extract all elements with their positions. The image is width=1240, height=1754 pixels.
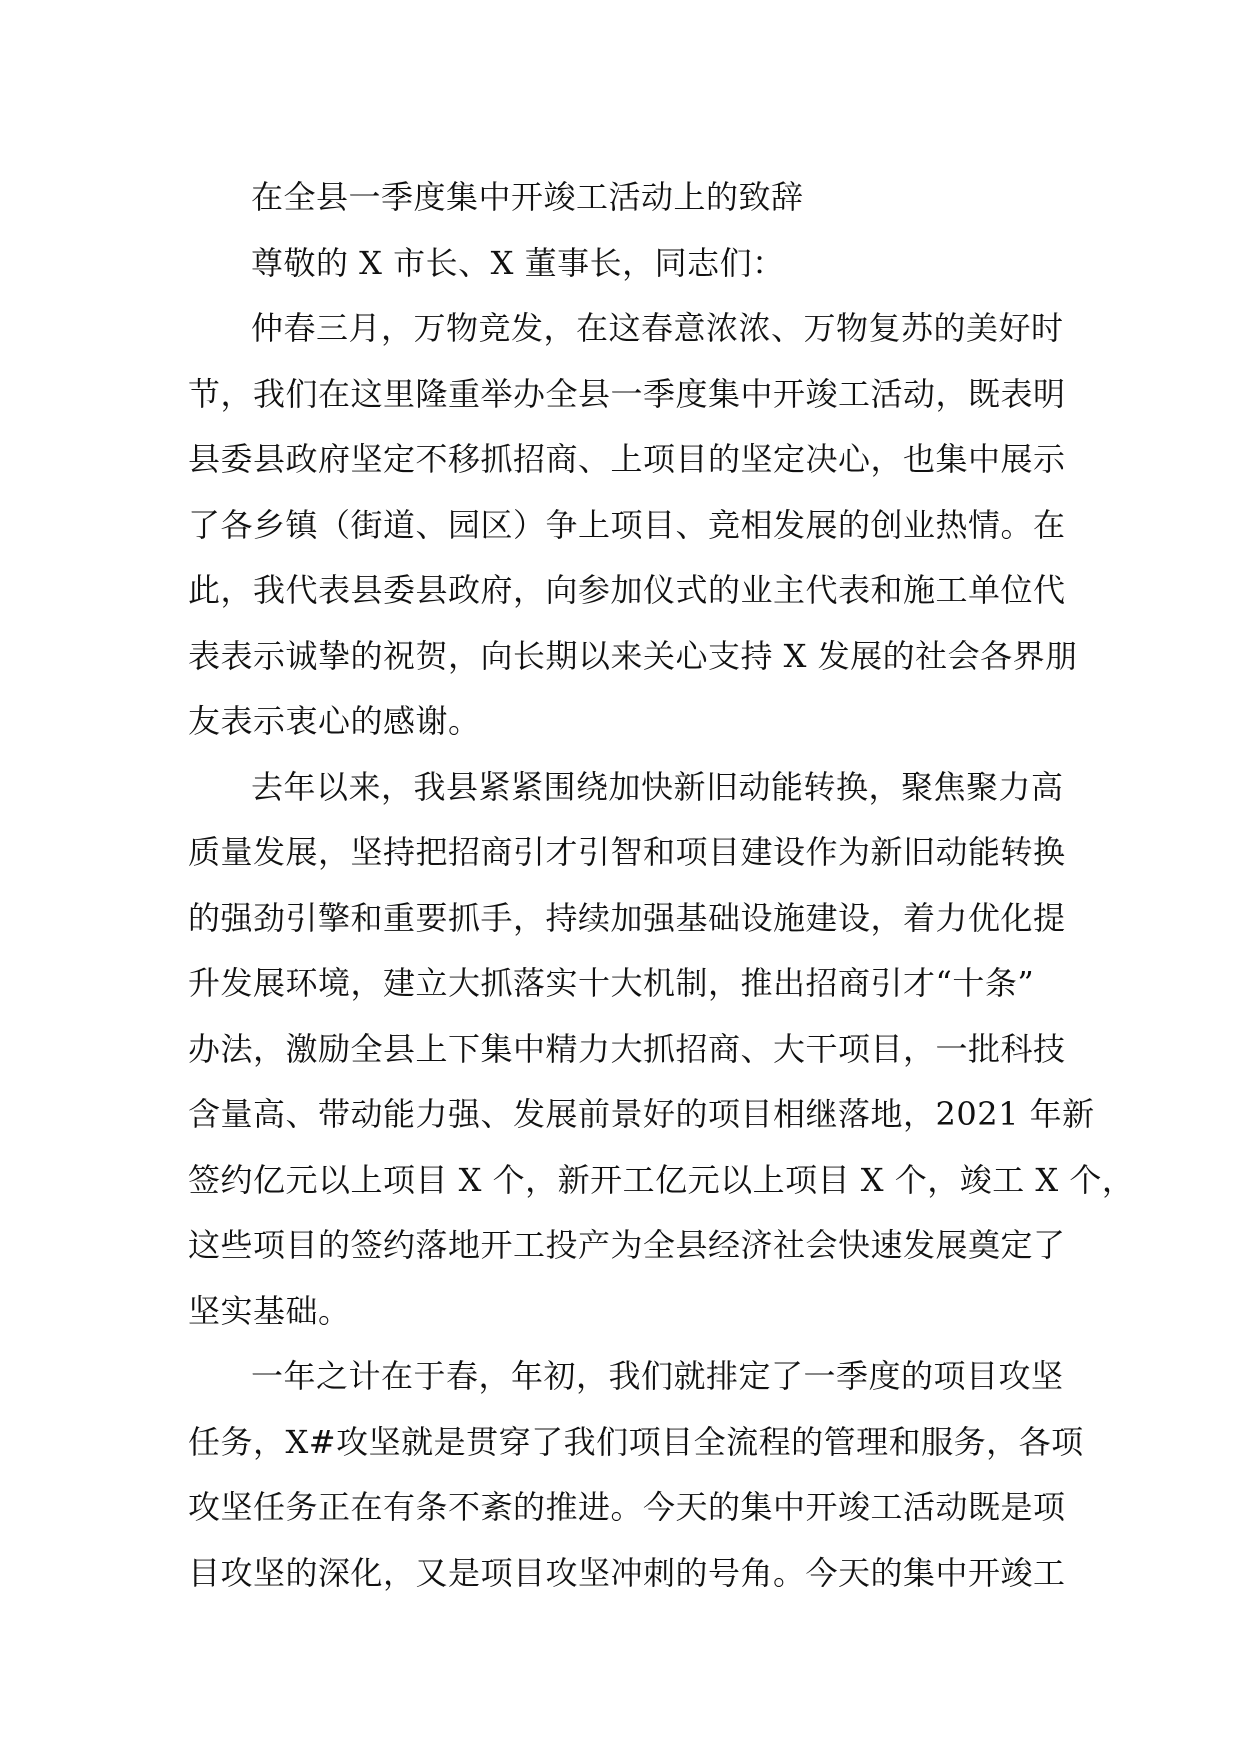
salutation: 尊敬的 X 市长、X 董事长，同志们： bbox=[251, 243, 785, 282]
paragraph-2 bbox=[188, 755, 1135, 1345]
paragraph-line: 了各乡镇（街道、园区）争上项目、竞相发展的创业热情。在 bbox=[188, 505, 1066, 544]
paragraph-1 bbox=[188, 296, 1078, 755]
paragraph-line: 这些项目的签约落地开工投产为全县经济社会快速发展奠定了 bbox=[188, 1226, 1066, 1264]
paragraph-line: 县委县政府坚定不移抓招商、上项目的坚定决心，也集中展示 bbox=[188, 440, 1066, 478]
paragraph-line: 目攻坚的深化，又是项目攻坚冲刺的号角。今天的集中开竣工 bbox=[188, 1553, 1066, 1592]
paragraph-line: 此，我代表县委县政府，向参加仪式的业主代表和施工单位代 bbox=[188, 571, 1066, 609]
paragraph-line: 办法，激励全县上下集中精力大抓招商、大干项目，一批科技 bbox=[188, 1029, 1066, 1068]
paragraph-line: 签约亿元以上项目 X 个，新开工亿元以上项目 X 个，竣工 X 个， bbox=[188, 1160, 1135, 1199]
document-body bbox=[188, 165, 1135, 1606]
paragraph-line: 攻坚任务正在有条不紊的推进。今天的集中开竣工活动既是项 bbox=[188, 1488, 1066, 1526]
paragraph-line: 含量高、带动能力强、发展前景好的项目相继落地，2021 年新 bbox=[188, 1095, 1095, 1133]
paragraph-line: 坚实基础。 bbox=[188, 1291, 351, 1330]
paragraph-line: 升发展环境，建立大抓落实十大机制，推出招商引才“十条” bbox=[188, 964, 1035, 1002]
paragraph-line: 节，我们在这里隆重举办全县一季度集中开竣工活动，既表明 bbox=[188, 374, 1066, 413]
document-title: 在全县一季度集中开竣工活动上的致辞 bbox=[251, 178, 804, 216]
paragraph-line: 表表示诚挚的祝贺，向长期以来关心支持 X 发展的社会各界朋 bbox=[188, 636, 1078, 675]
paragraph-line: 质量发展，坚持把招商引才引智和项目建设作为新旧动能转换 bbox=[188, 833, 1066, 871]
paragraph-line: 一年之计在于春，年初，我们就排定了一季度的项目攻坚 bbox=[251, 1357, 1064, 1395]
paragraph-line: 去年以来，我县紧紧围绕加快新旧动能转换，聚焦聚力高 bbox=[251, 767, 1064, 806]
paragraph-3 bbox=[188, 1344, 1084, 1606]
paragraph-line: 仲春三月，万物竞发，在这春意浓浓、万物复苏的美好时 bbox=[251, 309, 1064, 347]
paragraph-line: 的强劲引擎和重要抓手，持续加强基础设施建设，着力优化提 bbox=[188, 898, 1066, 937]
paragraph-line: 友表示衷心的感谢。 bbox=[188, 702, 481, 740]
paragraph-line: 任务，X#攻坚就是贯穿了我们项目全流程的管理和服务，各项 bbox=[188, 1422, 1084, 1461]
